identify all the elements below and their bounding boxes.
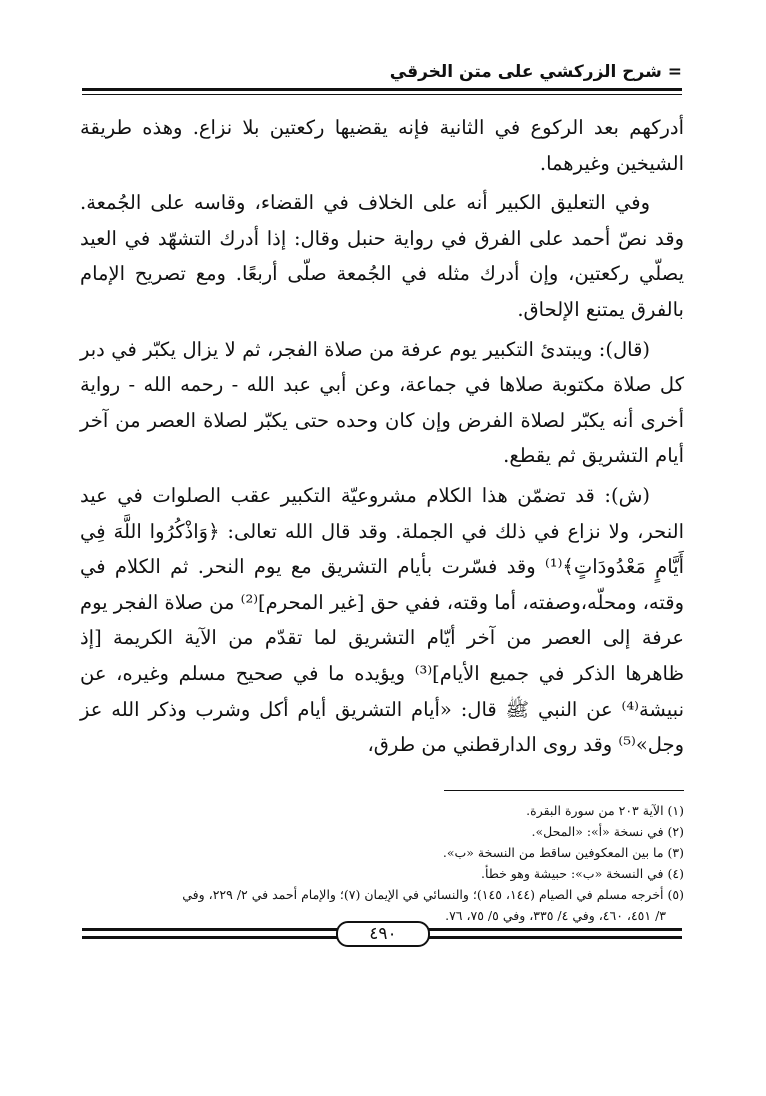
footnote: (٢) في نسخة «أ»: «المحل». bbox=[531, 824, 684, 839]
footnote: (١) الآية ٢٠٣ من سورة البقرة. bbox=[526, 803, 684, 818]
paragraph: وفي التعليق الكبير أنه على الخلاف في القضاء، وقاسه على الجُمعة. وقد نصّ أحمد على الفرق في رواية حنبل وقال: إذا أدرك التشهّد في العيد يصلّي ركعتين، وإن أدرك مثله في الجُمعة صلّى أربعًا. ومع تصريح الإمام بالفرق يمتنع الإلحاق. bbox=[80, 191, 684, 321]
paragraph: أدركهم بعد الركوع في الثانية فإنه يقضيها ركعتين بلا نزاع. وهذه طريقة الشيخين وغيرهما. bbox=[80, 116, 684, 175]
footnotes bbox=[82, 800, 684, 926]
paragraph: (ش): قد تضمّن هذا الكلام مشروعيّة التكبير عقب الصلوات في عيد النحر، ولا نزاع في ذلك في الجملة. وقد قال الله تعالى: ﴿وَاذْكُرُوا اللَّهَ فِي أَيَّامٍ مَعْدُودَاتٍ﴾⁽¹⁾ وقد فسّرت بأيام التشريق مع يوم النحر. ثم الكلام في وقته، ومحلّه،وصفته، أما وقته، ففي حق [غير المحرم]⁽²⁾ من صلاة الفجر يوم عرفة إلى العصر من آخر أيّام التشريق لما تقدّم من الآية الكريمة [إذ ظاهرها الذكر في جميع الأيام]⁽³⁾ ويؤيده ما في صحيح مسلم وغيره، عن نبيشة⁽⁴⁾ عن النبي ﷺ قال: «أيام التشريق أيام أكل وشرب وذكر الله عز وجل»⁽⁵⁾ وقد روى الدارقطني من طرق، bbox=[80, 483, 685, 757]
footnote-separator bbox=[444, 790, 684, 791]
paragraph: (قال): ويبتدئ التكبير يوم عرفة من صلاة الفجر، ثم لا يزال يكبّر في دبر كل صلاة مكتوبة صلاها في جماعة، وعن أبي عبد الله - رحمه الله - رواية أخرى أنه يكبّر لصلاة الفرض وإن كان وحده حتى يكبّر لصلاة العصر من آخر أيام التشريق ثم يقطع. bbox=[80, 337, 684, 468]
footnote: (٣) ما بين المعكوفين ساقط من النسخة «ب». bbox=[442, 845, 684, 860]
footnote: (٤) في النسخة «ب»: حبيشة وهو خطأ. bbox=[481, 866, 684, 881]
page-number: ٤٩٠ bbox=[336, 921, 430, 947]
footnote: (٥) أخرجه مسلم في الصيام (١٤٤، ١٤٥)؛ والنسائي في الإيمان (٧)؛ والإمام أحمد في ٢/ ٢٢٩، وفي bbox=[182, 887, 684, 902]
header-rule-thick bbox=[82, 88, 682, 91]
footnote-continuation: ٣/ ٤٥١، ٤٦٠، وفي ٤/ ٣٣٥، وفي ٥/ ٧٥، ٧٦. bbox=[445, 908, 666, 923]
running-header-title: = شرح الزركشي على متن الخرقي bbox=[389, 62, 682, 82]
main-text bbox=[80, 110, 684, 767]
header-rule-thin bbox=[82, 94, 682, 95]
